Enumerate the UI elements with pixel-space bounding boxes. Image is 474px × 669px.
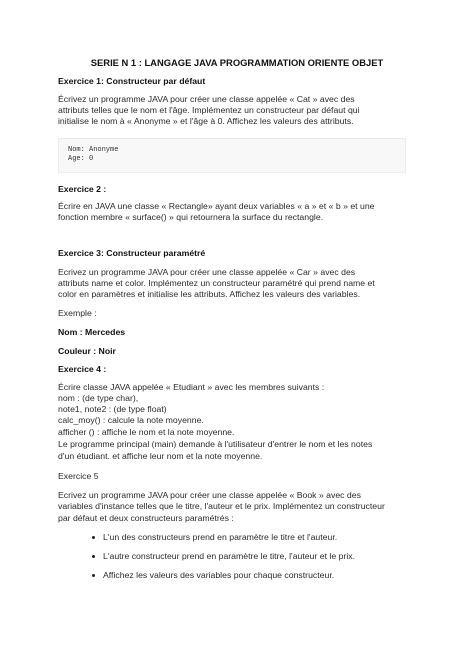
exercise-4-text-line: Le programme principal (main) demande à l'utilisateur d'entrer le nom et les notes <box>58 439 373 449</box>
exercise-3-heading: Exercice 3: Constructeur paramétré <box>58 248 206 258</box>
document-title: SERIE N 1 : LANGAGE JAVA PROGRAMMATION ORIENTE OBJET <box>90 57 384 68</box>
exercise-1-heading: Exercice 1: Constructeur par défaut <box>58 76 206 86</box>
bullet-marker <box>92 536 95 539</box>
example-couleur: Couleur : Noir <box>58 346 116 356</box>
exercise-1-text-line: Écrivez un programme JAVA pour créer une classe appelée « Cat » avec des <box>58 94 355 104</box>
code-line: Age: 0 <box>68 155 94 163</box>
exercise-4-text-line: afficher () : affiche le nom et la note moyenne. <box>58 427 235 437</box>
exercise-1-text-line: initialise le nom à « Anonyme » et l'âge à 0. Affichez les valeurs des attributs. <box>58 116 354 126</box>
exercise-4-text-line: nom : (de type char), <box>58 393 139 403</box>
exercise-1-text-line: attributs telles que le nom et l'âge. Implémentez un constructeur par défaut qui <box>58 105 360 115</box>
exercise-4-text-line: calc_moy() : calcule la note moyenne. <box>58 415 204 425</box>
exercise-4-text-line: Écrire classe JAVA appelée « Etudiant » avec les membres suivants : <box>58 382 325 392</box>
code-output-block <box>58 138 406 173</box>
exercise-2-heading: Exercice 2 : <box>58 184 107 194</box>
example-nom: Nom : Mercedes <box>58 327 126 337</box>
exercise-5-heading: Exercice 5 <box>58 471 99 481</box>
code-line: Nom: Anonyme <box>68 146 119 154</box>
exercise-5-text-line: variables d'instance telles que le titre, l'auteur et le prix. Implémentez un constructeur <box>58 501 385 511</box>
exercise-4-heading: Exercice 4 : <box>58 364 107 374</box>
exercise-4-text-line: note1, note2 : (de type float) <box>58 404 167 414</box>
exercise-3-text-line: Ecrivez un programme JAVA pour créer une classe appelée « Car » avec des <box>58 267 356 277</box>
exercise-3-text-line: attributs name et color. Implémentez un constructeur paramétré qui prend name et <box>58 278 375 288</box>
bullet-marker <box>92 555 95 558</box>
exercise-4-text-line: d'un étudiant. et affiche leur nom et la note moyenne. <box>58 451 263 461</box>
exercise-5-text-line: par défaut et deux constructeurs paramétrés : <box>58 513 234 523</box>
bullet-item: Affichez les valeurs des variables pour chaque constructeur. <box>103 570 335 580</box>
exercise-5-text-line: Ecrivez un programme JAVA pour créer une classe appelée « Book » avec des <box>58 490 361 500</box>
exercise-2-text-line: fonction membre « surface() » qui retournera la surface du rectangle. <box>58 212 324 222</box>
example-label: Exemple : <box>58 308 97 318</box>
bullet-item: L'autre constructeur prend en paramètre le titre, l'auteur et le prix. <box>103 551 356 561</box>
exercise-3-text-line: color en paramètres et initialise les attributs. Affichez les valeurs des variables. <box>58 289 361 299</box>
exercise-2-text-line: Écrire en JAVA une classe « Rectangle» ayant deux variables « a » et « b » et une <box>58 201 375 211</box>
bullet-item: L'un des constructeurs prend en paramètre le titre et l'auteur. <box>103 532 338 542</box>
bullet-marker <box>92 574 95 577</box>
